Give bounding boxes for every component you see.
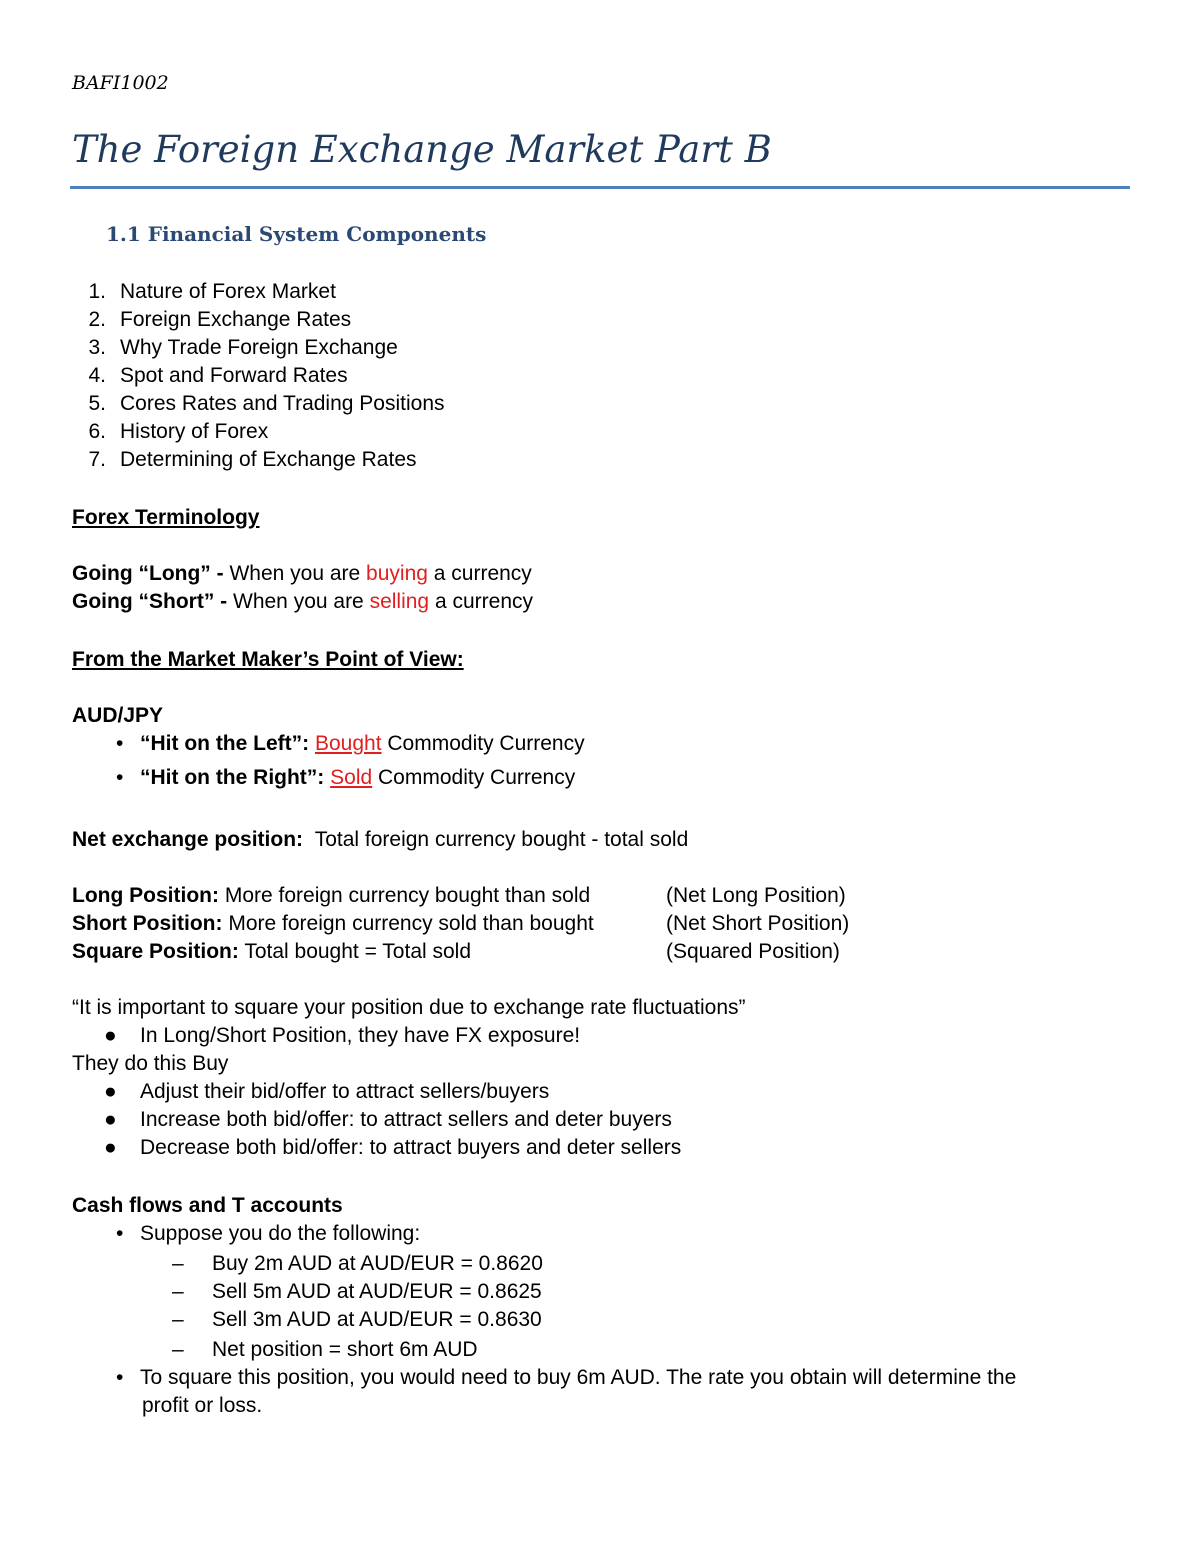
short-position-note: (Net Short Position) bbox=[666, 912, 850, 935]
hit-right-bullet: • “Hit on the Right”: Sold Commodity Currency bbox=[116, 766, 576, 789]
conclusion-continuation: profit or loss. bbox=[142, 1394, 263, 1417]
net-exchange-definition: Net exchange position: Total foreign currency bought - total sold bbox=[72, 828, 689, 851]
long-position-note: (Net Long Position) bbox=[666, 884, 846, 907]
action-bullet: ● Decrease both bid/offer: to attract buyers and deter sellers bbox=[104, 1136, 682, 1159]
components-list-item: 1. Nature of Forex Market bbox=[88, 280, 336, 303]
going-short-definition: Going “Short” - When you are selling a currency bbox=[72, 590, 533, 613]
trade-list-item: – Buy 2m AUD at AUD/EUR = 0.8620 bbox=[172, 1252, 543, 1275]
trade-list-item: – Net position = short 6m AUD bbox=[172, 1338, 478, 1361]
page-title: The Foreign Exchange Market Part B bbox=[72, 128, 772, 171]
currency-pair-label: AUD/JPY bbox=[72, 704, 164, 727]
exposure-bullet: ● In Long/Short Position, they have FX exposure! bbox=[104, 1024, 581, 1047]
course-code: BAFI1002 bbox=[72, 72, 169, 94]
long-position-definition: Long Position: More foreign currency bought than sold bbox=[72, 884, 591, 907]
components-list-item: 5. Cores Rates and Trading Positions bbox=[88, 392, 445, 415]
conclusion-bullet: • To square this position, you would need to buy 6m AUD. The rate you obtain will determine the bbox=[116, 1366, 1017, 1389]
components-list-item: 4. Spot and Forward Rates bbox=[88, 364, 348, 387]
action-bullet: ● Increase both bid/offer: to attract sellers and deter buyers bbox=[104, 1108, 672, 1131]
short-position-definition: Short Position: More foreign currency sold than bought bbox=[72, 912, 594, 935]
square-position-quote: “It is important to square your position due to exchange rate fluctuations” bbox=[72, 996, 746, 1019]
cash-flows-heading: Cash flows and T accounts bbox=[72, 1194, 343, 1217]
trade-list-item: – Sell 5m AUD at AUD/EUR = 0.8625 bbox=[172, 1280, 542, 1303]
components-list-item: 6. History of Forex bbox=[88, 420, 269, 443]
components-list-item: 3. Why Trade Foreign Exchange bbox=[88, 336, 398, 359]
cash-flows-intro-bullet: • Suppose you do the following: bbox=[116, 1222, 421, 1245]
square-position-note: (Squared Position) bbox=[666, 940, 840, 963]
section-heading: 1.1 Financial System Components bbox=[106, 222, 487, 246]
action-bullet: ● Adjust their bid/offer to attract sellers/buyers bbox=[104, 1080, 550, 1103]
square-position-definition: Square Position: Total bought = Total sold bbox=[72, 940, 472, 963]
going-long-definition: Going “Long” - When you are buying a currency bbox=[72, 562, 532, 585]
trade-list-item: – Sell 3m AUD at AUD/EUR = 0.8630 bbox=[172, 1308, 542, 1331]
title-underline-rule bbox=[70, 186, 1130, 189]
components-list-item: 2. Foreign Exchange Rates bbox=[88, 308, 352, 331]
market-maker-heading: From the Market Maker’s Point of View: bbox=[72, 648, 464, 671]
hit-left-bullet: • “Hit on the Left”: Bought Commodity Currency bbox=[116, 732, 585, 755]
forex-terminology-heading: Forex Terminology bbox=[72, 506, 260, 529]
components-list-item: 7. Determining of Exchange Rates bbox=[88, 448, 417, 471]
they-do-this-label: They do this Buy bbox=[72, 1052, 229, 1075]
